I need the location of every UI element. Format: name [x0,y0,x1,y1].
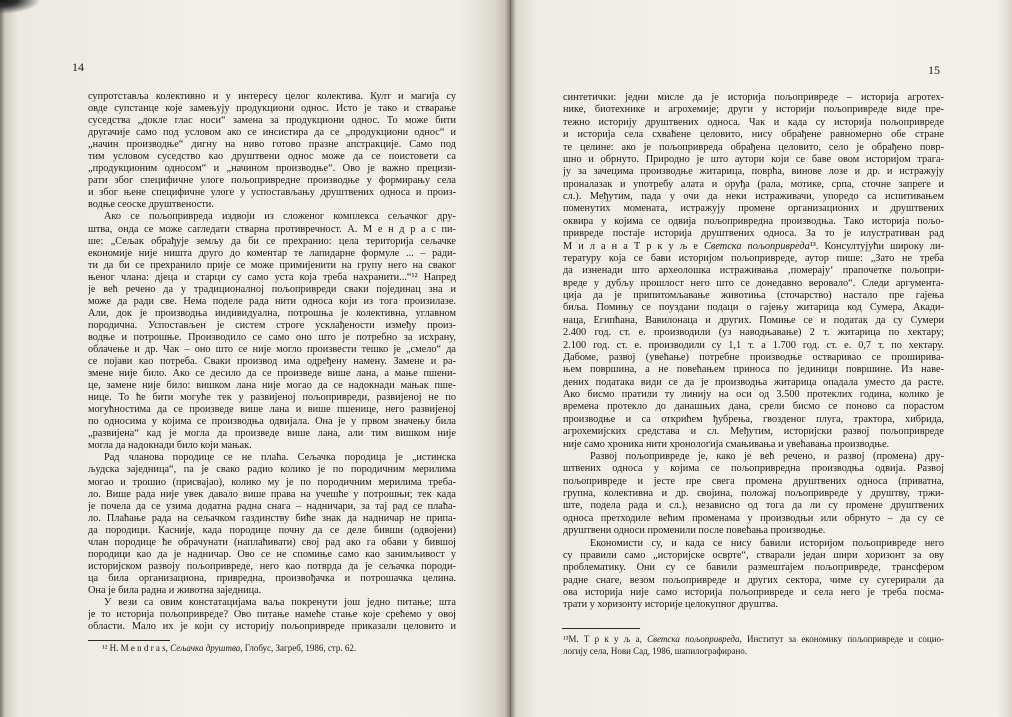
text-line: Рад чланова породице се не плаћа. Сељачка породица је „истинска [104,452,456,464]
text-line: друштвени односи променили после повећања производње. [563,525,826,537]
text-line: и због њене специфичне улоге у успостављању друштвених односа и произ- [88,187,456,199]
text-line: је већ речено да у традиционалној пољопривреди сваки појединац зна и [88,283,456,295]
text-line: синтетички: једни мисле да је историја пољопривреде – историја агротех- [563,92,944,103]
text-line: је то историја пољопривреде? Ово питање намеће стање које срећемо у овој [88,609,456,621]
text-line: ште, подела рада и сл.), независно од тога да ли су промене друштвених [563,500,944,512]
text-line: Дабоме, развој (увећање) потребне производње остваривао се проширива- [563,351,944,363]
text-line: дених података види се да је производња житарица опадала уместо да расте. [563,376,944,388]
text-line: породици као да је надничар. Ово се не спомиње само као занимљивост у [88,548,456,560]
footnote-line: логију села, Нови Сад, 1986, шапилографирано. [563,646,748,656]
text-line: змене није било. Ако се десило да се произведе више лана, а мање пшени- [88,368,456,380]
text-line: водње и потрошње. Производило се само оно што је потребно за исхрану, [88,331,456,343]
text-line: ју за зачецима производње житарица, поврћа, винове лозе и др. и истражују [563,166,944,178]
text-line: привреде постаје историја друштвених односа. За то је илустративан рад [563,228,944,240]
text-line: водње сеоске друштвености. [88,199,214,211]
text-line: „продукционим односом“ и „начином производње“. Ово је важно прецизи- [88,163,456,175]
text-line: могућностима да се произведе више лана и више пшенице, него развијеној [88,404,456,416]
footnote-rule [88,640,170,641]
page-number: 15 [928,63,940,77]
footnote-rule [562,628,640,629]
text-line: вреде у дубљу прошлост него што се донедавно веровало“. Следи аргумента- [563,277,944,289]
text-line: У вези са овим констатацијама ваља покренути још једно питање; шта [104,596,456,608]
text-line: шно и обрнуто. Природно је што аутори који се баве овом историјом трага- [563,153,944,165]
italic-title: Светска пољопривреда [703,240,810,252]
text-line: рати због специфичне улоге пољопривредне производње у формирању села [88,175,456,187]
text-line: члан породице ће обрачунати (наплаћивати) свој рад ако га обави у бившој [88,536,456,548]
book-gutter [505,0,515,717]
text-line: поменутих момената, истражују промене организационих и друштвених [563,203,944,215]
text-segment: ¹³М. Т р к у љ а, [563,634,648,644]
text-line: штвених односа у којима се пољопривредна производња одвија. Развој [563,463,944,475]
text-line: супротставља колективно и у интересу целог колектива. Култ и магија су [88,91,456,102]
text-line: Развој пољопривреде је, како је већ речено, и развој (промена) дру- [590,450,944,462]
footnote [563,633,944,657]
text-line: трати у хоризонту историје целокупног друштва. [563,599,778,611]
text-line: радне снаге, везом пољопривреде и других сектора, чиме су сугерирали да [563,574,944,586]
text-line: историјском развоју пољопривреде, него као потврда да је сељачка породи- [88,560,456,572]
text-line: ло. Плаћање рада на сељачком газдинству биће знак да надничар не припа- [88,512,456,524]
text-line: да изненади што археолошка истраживања ‚померају‘ прапочетке пољопри- [563,265,944,277]
text-line: је почела да се узима додатна радна снага – надничари, за тај рад се плаћа- [88,500,456,512]
text-line: тежно историју друштвених односа. Чак и када су историја пољопривреде [563,116,944,128]
text-line: проблематику. Они су се бавили размештајем пољопривреде, трансфером [563,562,944,574]
page-right [511,0,1012,717]
text-line: ше: „Сељак обрађује земљу да би се прехранио: цела територија сељачке [88,235,456,247]
text-line: може да ради све. Нема поделе рада нити односа који из тога произилазе. [88,295,456,307]
text-segment: ¹² Н. М e n d r a s, [102,643,171,653]
text-line [563,241,944,253]
text-line: Она је била радна и животна заједница. [88,584,262,596]
text-line: Ако бисмо пратили ту линију на оси од 3.500 протеклих година, колико је [563,389,944,400]
paragraph [88,91,456,211]
text-line: суседства „докле глас носи“ замена за продукциони однос. То може бити [88,115,456,127]
text-line: облачење и др. Чак – оно што се није могло произвести тешко је „смело“ да [88,343,456,355]
text-line: могао и трошио (присвајао), колико му је по породичним мерилима треба- [88,476,456,488]
text-line: породична. Успостављен је систем строге усклађености између произ- [88,319,456,331]
text-line: тературу која се бави историјом пољопривреде, аутор пише: „Зато не треба [563,252,944,264]
text-line: пољопривреде и јесте пре свега промена друштвених односа (приватна, [563,475,944,487]
paragraph [88,452,456,597]
text-line: ца била организациона, привредна, произвођачка и потрошачка целина. [88,572,456,584]
footnote [88,642,456,654]
text-line: нике, биотехнике и агрохемије; други у историји пољопривреде виде пре- [563,104,944,116]
text-line: тим условом суседство као друштвени однос може да се поистовети са [88,151,456,163]
text-line: це, замене није било: вишком лана није могао да се надокнади мањак пше- [88,380,456,392]
paragraph [563,92,944,451]
text-line: ција да је припитомљавање животиња (сточарство) настало пре гајења [563,290,944,301]
page-number: 14 [72,60,84,74]
text-line: проналазак и употребу алата и оруђа (рала, мотике, српа, сточне запреге и [563,178,944,190]
text-line: Али, док је производња индивидуална, потрошња је колективна, углавном [88,307,456,319]
text-line: 2.400 год. ст. е. производили (уз наводњавање) 2 т. житарица по хектару; [563,327,944,339]
text-line: оквира у којима се одвија пољопривредна производња. Тако историја пољо- [563,215,944,227]
text-line: другачије само под условом ако се инсистира да се „продукциони однос“ и [88,127,456,139]
text-line: економије није ништа друго до коментар те лапидарне формуле ... – ради- [88,247,456,259]
text-line: ова историја није само историја пољопривреде и села него је треба посма- [563,587,944,598]
body-text [88,91,456,633]
text-line: по односима у којима се производња одвијала. Она је у првом значењу била [88,416,456,428]
text-line: није само хроника нити хронологија смањивања и увећавања производње. [563,438,890,450]
text-line: ти да би се прехранило прије се може примијенити на групу него на сваког [88,259,456,271]
text-segment: М и л а н а Т р к у љ е [563,240,704,252]
text-line: производње и са открићем ђубрења, гвозденог плуга, трактора, хибрида, [563,413,944,425]
footnote-line [563,633,944,645]
text-line: те целине: ако је пољопривреда обрађена целовито, село је обрађено повр- [563,141,944,153]
text-line: њем површина, а не повећањем приноса по јединици површине. Из наве- [563,364,944,376]
text-line: ло. Више рада није увек давало више права на учешће у потрошњи; тек када [88,488,456,500]
text-line: нице. То ће бити могуће тек у развијеној пољопривреди, развијеној не по [88,392,456,404]
text-line: области. Мало их је који су историју пољопривреде приказали целовито и [88,621,456,633]
text-line: односа претходиле већим променама у производњи или обрнуто – да су се [563,512,944,524]
text-line: штва, онда се може сагледати стварна противречност. А. М е н д р а с пи- [88,223,456,235]
text-line: могла да надокнади било који мањак. [88,440,252,452]
footnote-line [102,642,456,654]
text-line: овде супстанце које замењују продукциони однос. Исто је тако и стварање [88,103,456,115]
text-line: сл.). Међутим, пада у очи да неки истраживачи, упоредо са испитивањем [563,191,944,202]
text-line: људска заједница“, па је свако радио колико је по породичним мерилима [88,464,456,476]
text-line: времена протекло до данашњих дана, срели бисмо се поново са порастом [563,401,944,413]
text-line: се појави као потреба. Сваки производ има одређену намену. Замене и ра- [88,356,456,368]
body-text [563,92,944,612]
text-line: биља. Помињу се поуздани подаци о гајењу житарица код Сумера, Акади- [563,302,944,314]
paragraph [88,211,456,452]
text-line: су правили само „историјске осврте“, стварали један шири хоризонт за ову [563,549,944,561]
text-line: групна, колективна и др. својина, положај пољопривреде у друштву, тржи- [563,488,944,499]
text-segment: , Глобус, Загреб, 1986, стр. 62. [240,643,357,653]
text-segment: ¹³. Консултујући широку ли- [809,240,944,252]
text-line: Економисти су, и када се нису бавили историјом пољопривреде него [590,537,944,549]
text-line: наца, Египћана, Вавилонаца и других. Помиње се и податак да су Сумери [563,314,944,326]
text-line: Ако се пољопривреда издвоји из сложеног комплекса сељачког дру- [104,211,456,223]
text-line: и историја села схваћене целовито, нису обрађене равномерно обе стране [563,129,944,141]
text-segment: , Институт за економику пољопривреде и социо- [739,634,944,644]
italic-title: Сељачка друштва [170,643,241,653]
paragraph [88,597,456,633]
text-line: „начин производње“ дигну на ниво готово празне апстракције. Само под [88,139,456,151]
text-line: „развијена“ кад је могла да произведе више лана, али тим вишком није [88,428,456,440]
paragraph [563,538,944,612]
text-line: њеног члана: дјеца и старци су само уста која треба нахранити...“¹² Напред [88,271,456,283]
text-line: 2.100 год. ст. е. производили су 1,1 т. а 1.700 год. ст. е. 0,7 т. по хектару. [563,339,944,351]
paragraph [563,451,944,538]
italic-title: Светска пољопривреда [647,634,740,644]
text-line: да породици. Касније, када породице почну да се деле бивши (одвојени) [88,524,456,536]
text-line: агрохемијских средстава и сл. Међутим, историјски развој пољопривреде [563,426,944,438]
